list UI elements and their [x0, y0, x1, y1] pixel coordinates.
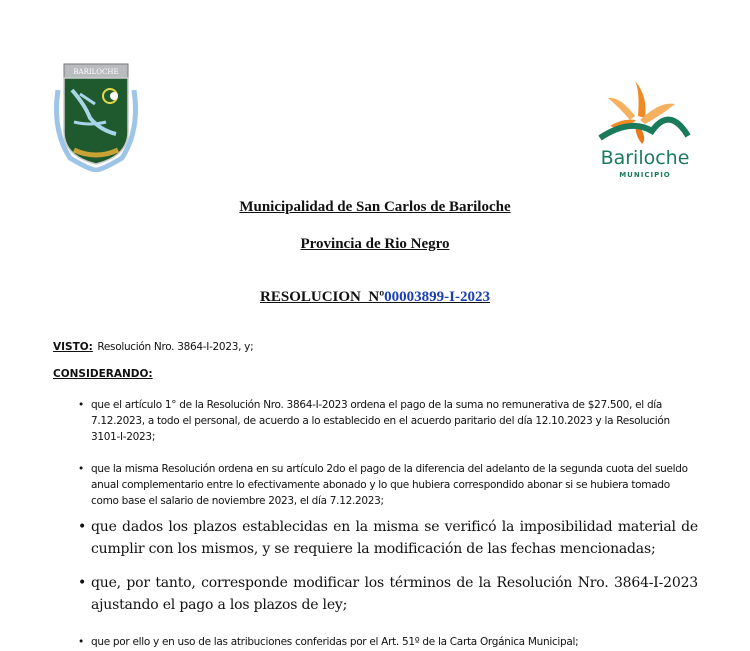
visto-label: VISTO:: [53, 341, 93, 353]
coat-of-arms-logo: [50, 60, 142, 172]
item-text: que dados los plazos establecidas en la misma se verificó la imposibilidad material de cumplir con los mismos, y se requiere la modificación de las fechas mencionadas;: [91, 519, 698, 557]
bullet: •: [78, 399, 84, 411]
resolution-number-link[interactable]: 00003899-I-2023: [384, 289, 490, 305]
considerando-item: [78, 397, 698, 445]
bullet: •: [78, 519, 87, 535]
province-title: Provincia de Rio Negro: [300, 236, 450, 252]
considerando-item: [78, 461, 698, 509]
municipality-title: Municipalidad de San Carlos de Bariloche: [239, 199, 511, 215]
resolution-title: [0, 289, 750, 306]
svg-text:Bariloche: Bariloche: [600, 147, 690, 169]
svg-text:MUNICIPIO: MUNICIPIO: [619, 171, 671, 179]
visto-section: [53, 337, 253, 355]
item-text: que, por tanto, corresponde modificar los términos de la Resolución Nro. 3864-I-2023 ajustando el pago a los plazos de ley;: [91, 575, 698, 613]
bullet: •: [78, 575, 87, 591]
item-text: que la misma Resolución ordena en su artículo 2do el pago de la diferencia del adelanto de la segunda cuota del sueldo anual complementario entre lo efectivamente abonado y lo que hubiera correspondido abonar si se hubiera tomado como base el salario de noviembre 2023, el día 7.12.2023;: [91, 463, 688, 507]
considerando-label: CONSIDERANDO:: [53, 368, 153, 380]
item-text: que el artículo 1° de la Resolución Nro. 3864-I-2023 ordena el pago de la suma no remunerativa de $27.500, el día 7.12.2023, a todo el personal, de acuerdo a lo establecido en el acuerdo paritario del día 12.10.2023 y la Resolución 3101-I-2023;: [91, 399, 670, 443]
considerando-item: [78, 634, 698, 650]
considerando-item: [78, 516, 698, 560]
considerando-item: [78, 572, 698, 616]
bullet: •: [78, 463, 84, 475]
bariloche-municipio-logo: [590, 76, 700, 184]
bullet: •: [78, 636, 84, 648]
item-text: que por ello y en uso de las atribuciones conferidas por el Art. 51º de la Carta Orgánica Municipal;: [91, 636, 579, 648]
resolution-prefix: RESOLUCION Nº: [260, 289, 385, 305]
svg-text:BARILOCHE: BARILOCHE: [73, 68, 119, 76]
visto-text: Resolución Nro. 3864-I-2023, y;: [97, 341, 254, 353]
